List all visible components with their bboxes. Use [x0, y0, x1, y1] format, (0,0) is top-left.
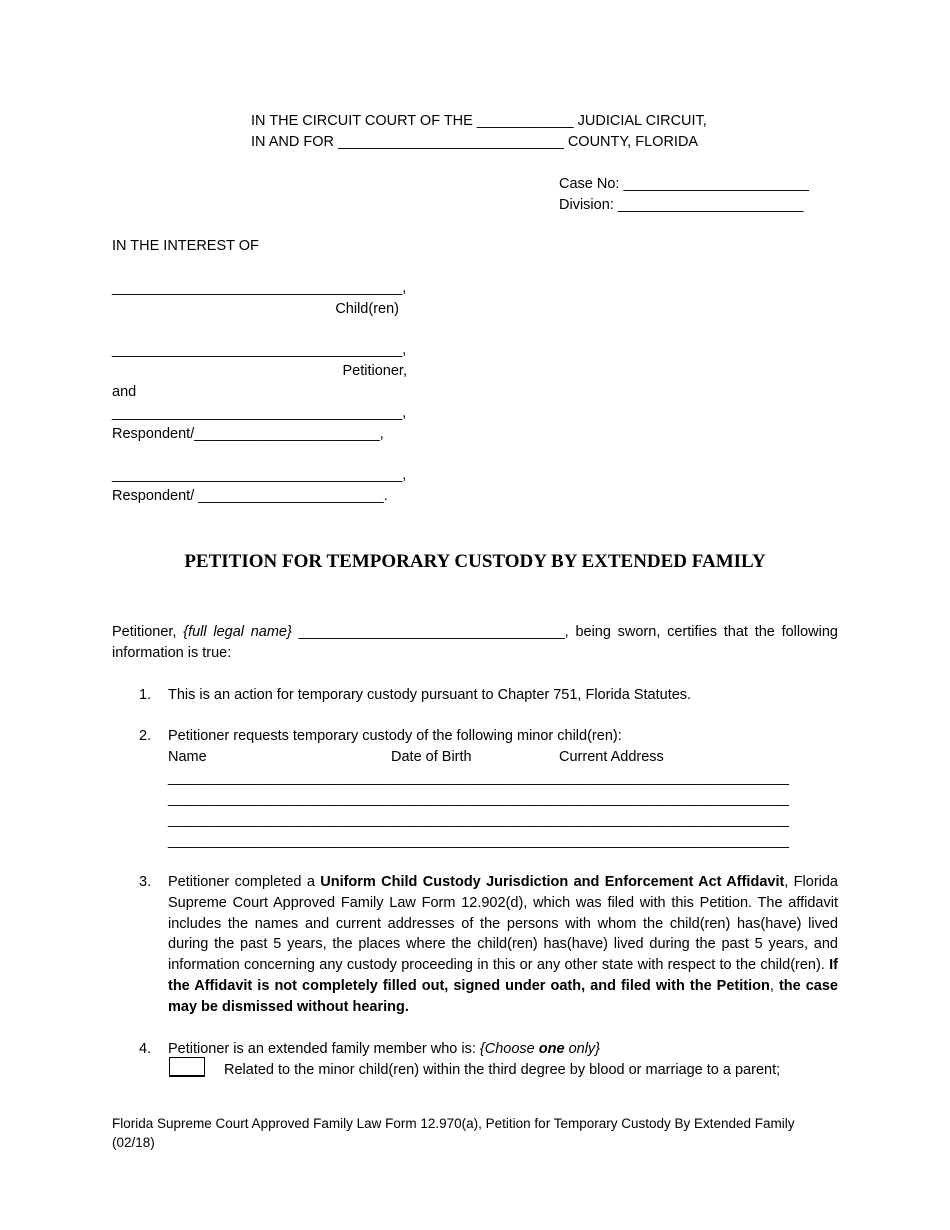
item3-warning-a: If the Affidavit is not completely filled out, signed under oath, and filed with the Petition [168, 957, 838, 994]
child-entry-line: _____________________________________________________________________________ [168, 833, 789, 849]
item4-hint-a: {Choose [479, 1041, 535, 1057]
respondent1-label: Respondent/_______________________, [112, 426, 384, 442]
item3-number: 3. [139, 874, 152, 890]
option1-checkbox[interactable] [169, 1057, 205, 1077]
child-name-line: ____________________________________, [112, 280, 407, 296]
child-label: Child(ren) [335, 301, 399, 317]
item4-line [168, 1039, 600, 1060]
interest-of-label: IN THE INTEREST OF [112, 238, 259, 254]
column-dob-header: Date of Birth [391, 749, 472, 765]
petitioner-name-line: ____________________________________, [112, 342, 407, 358]
item4-text: Petitioner is an extended family member who is: [168, 1041, 476, 1057]
item3-warning-b: the case may be dismissed without hearing. [168, 977, 838, 1015]
item3-paragraph [168, 872, 838, 1018]
respondent1-name-line: ____________________________________, [112, 405, 407, 421]
footer-line-1: Florida Supreme Court Approved Family Law Form 12.970(a), Petition for Temporary Custody By Extended Family [112, 1116, 795, 1131]
footer-line-2: (02/18) [112, 1135, 155, 1150]
column-name-header: Name [168, 749, 207, 765]
item4-hint-b: one [538, 1041, 565, 1057]
division-field: Division: _______________________ [559, 197, 804, 213]
court-line-2: IN AND FOR ____________________________ COUNTY, FLORIDA [251, 134, 699, 150]
respondent2-label: Respondent/ _______________________. [112, 488, 388, 504]
intro-prefix: Petitioner, [112, 624, 177, 640]
child-entry-line: _____________________________________________________________________________ [168, 770, 789, 786]
child-entry-line: _____________________________________________________________________________ [168, 791, 789, 807]
page-title: PETITION FOR TEMPORARY CUSTODY BY EXTENDED FAMILY [184, 551, 766, 572]
item3-text-a: Petitioner completed a [168, 874, 315, 890]
full-name-hint: {full legal name} [183, 624, 292, 640]
intro-rest: _________________________________, being sworn, certifies that the following information is true: [112, 624, 838, 661]
child-entry-line: _____________________________________________________________________________ [168, 812, 789, 828]
item1-number: 1. [139, 687, 152, 703]
item4-hint-c: only} [568, 1041, 601, 1057]
item4-number: 4. [139, 1041, 152, 1057]
column-address-header: Current Address [559, 749, 664, 765]
item2-text: Petitioner requests temporary custody of the following minor child(ren): [168, 728, 622, 744]
item3-text-e: , [769, 977, 774, 994]
item2-number: 2. [139, 728, 152, 744]
petitioner-label: Petitioner, [342, 363, 407, 379]
intro-paragraph [112, 622, 838, 664]
item3-text-c: , Florida Supreme Court Approved Family Law Form 12.902(d), which was filed with this Petition. The affidavit includes the names and current addresses of the persons with whom the child(ren) has(have) lived during the past 5 years, the places where the child(ren) has(have) lived during the past 5 years, and information concerning any custody proceeding in this or any other state with respect to the child(ren). [168, 874, 838, 974]
case-number-field: Case No: _______________________ [559, 176, 809, 192]
uccjea-affidavit-title: Uniform Child Custody Jurisdiction and Enforcement Act Affidavit [320, 874, 785, 890]
and-label: and [112, 384, 137, 400]
respondent2-name-line: ____________________________________, [112, 467, 407, 483]
option1-label: Related to the minor child(ren) within the third degree by blood or marriage to a parent; [224, 1062, 781, 1078]
item1-text: This is an action for temporary custody pursuant to Chapter 751, Florida Statutes. [168, 687, 692, 703]
court-line-1: IN THE CIRCUIT COURT OF THE ____________ JUDICIAL CIRCUIT, [251, 113, 707, 129]
